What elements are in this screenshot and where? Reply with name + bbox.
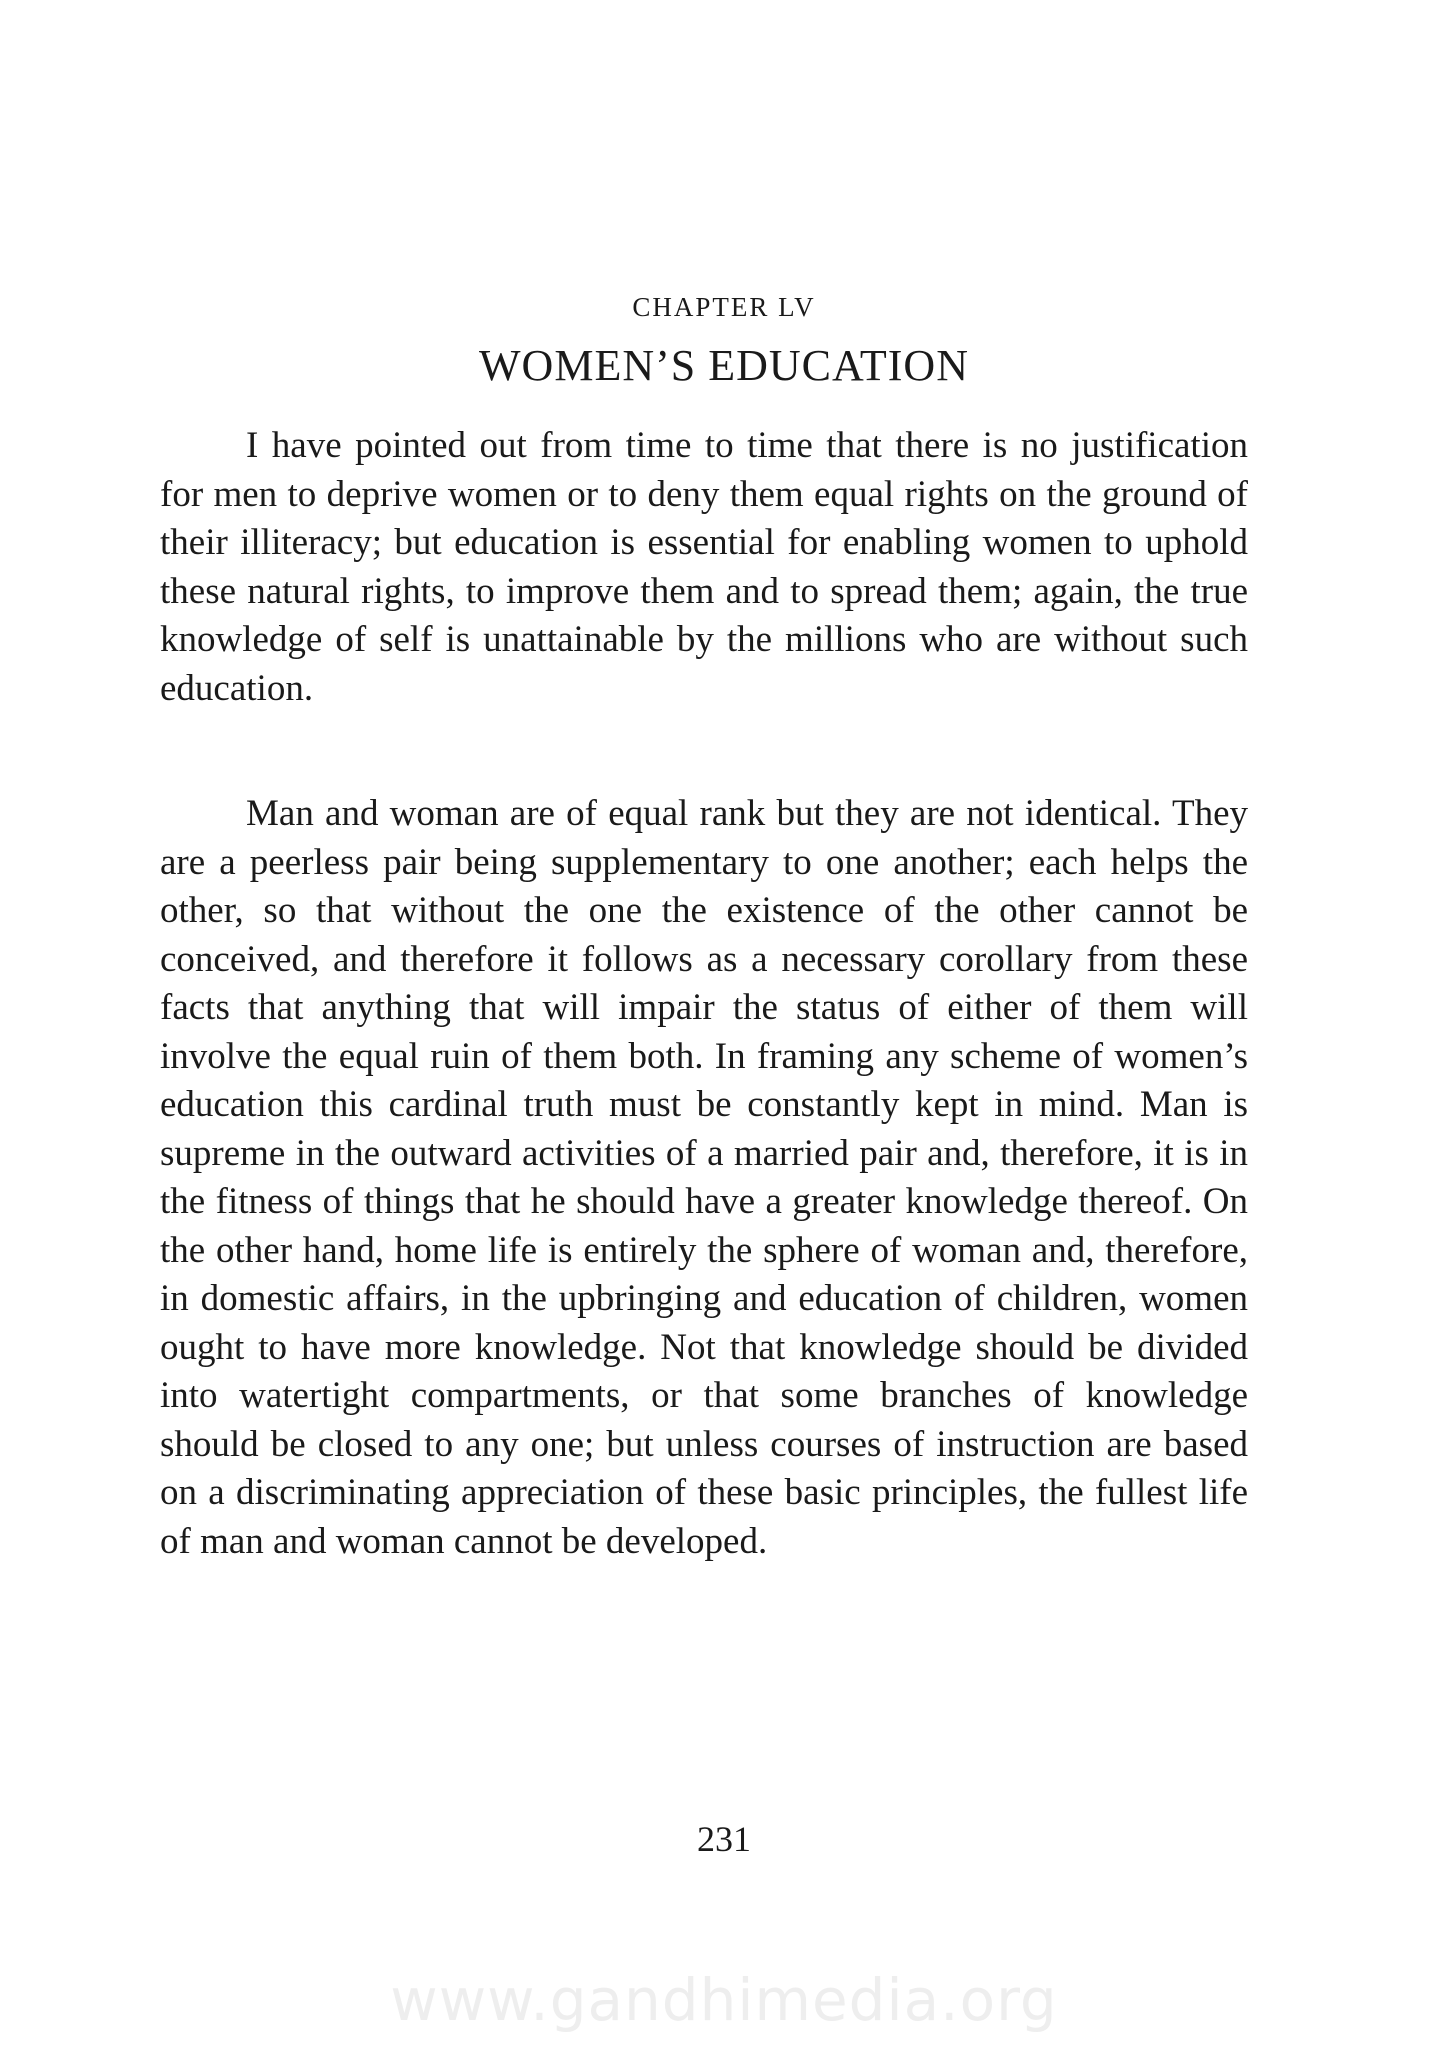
page-number: 231 bbox=[697, 1819, 751, 1859]
body-paragraph-1 bbox=[160, 422, 1248, 713]
body-paragraph-2 bbox=[160, 790, 1248, 1566]
chapter-label: CHAPTER LV bbox=[632, 292, 816, 322]
watermark: www.gandhimedia.org bbox=[390, 1966, 1058, 2034]
chapter-title: WOMEN’S EDUCATION bbox=[479, 341, 969, 390]
paragraph-text: Man and woman are of equal rank but they are not identical. They are a peerless pair being supplementary to one another; each helps the other, so that without the one the existence of the other cannot be conceived, and therefore it follows as a necessary corollary from these facts that anything that will impair the status of either of them will involve the equal ruin of them both. In framing any scheme of women’s education this cardinal truth must be constantly kept in mind. Man is supreme in the outward activities of a married pair and, therefore, it is in the fitness of things that he should have a greater knowledge thereof. On the other hand, home life is entirely the sphere of woman and, therefore, in domestic affairs, in the upbringing and education of children, women ought to have more knowledge. Not that knowledge should be divided into watertight compartments, or that some branches of knowledge should be closed to any one; but unless courses of instruction are based on a discriminating appreciation of these basic principles, the fullest life of man and woman cannot be developed. bbox=[160, 793, 1248, 1562]
paragraph-text: I have pointed out from time to time that there is no justification for men to deprive women or to deny them equal rights on the ground of their illiteracy; but education is essential for enabling women to uphold these natural rights, to improve them and to spread them; again, the true knowledge of self is unattainable by the millions who are without such education. bbox=[160, 425, 1248, 709]
